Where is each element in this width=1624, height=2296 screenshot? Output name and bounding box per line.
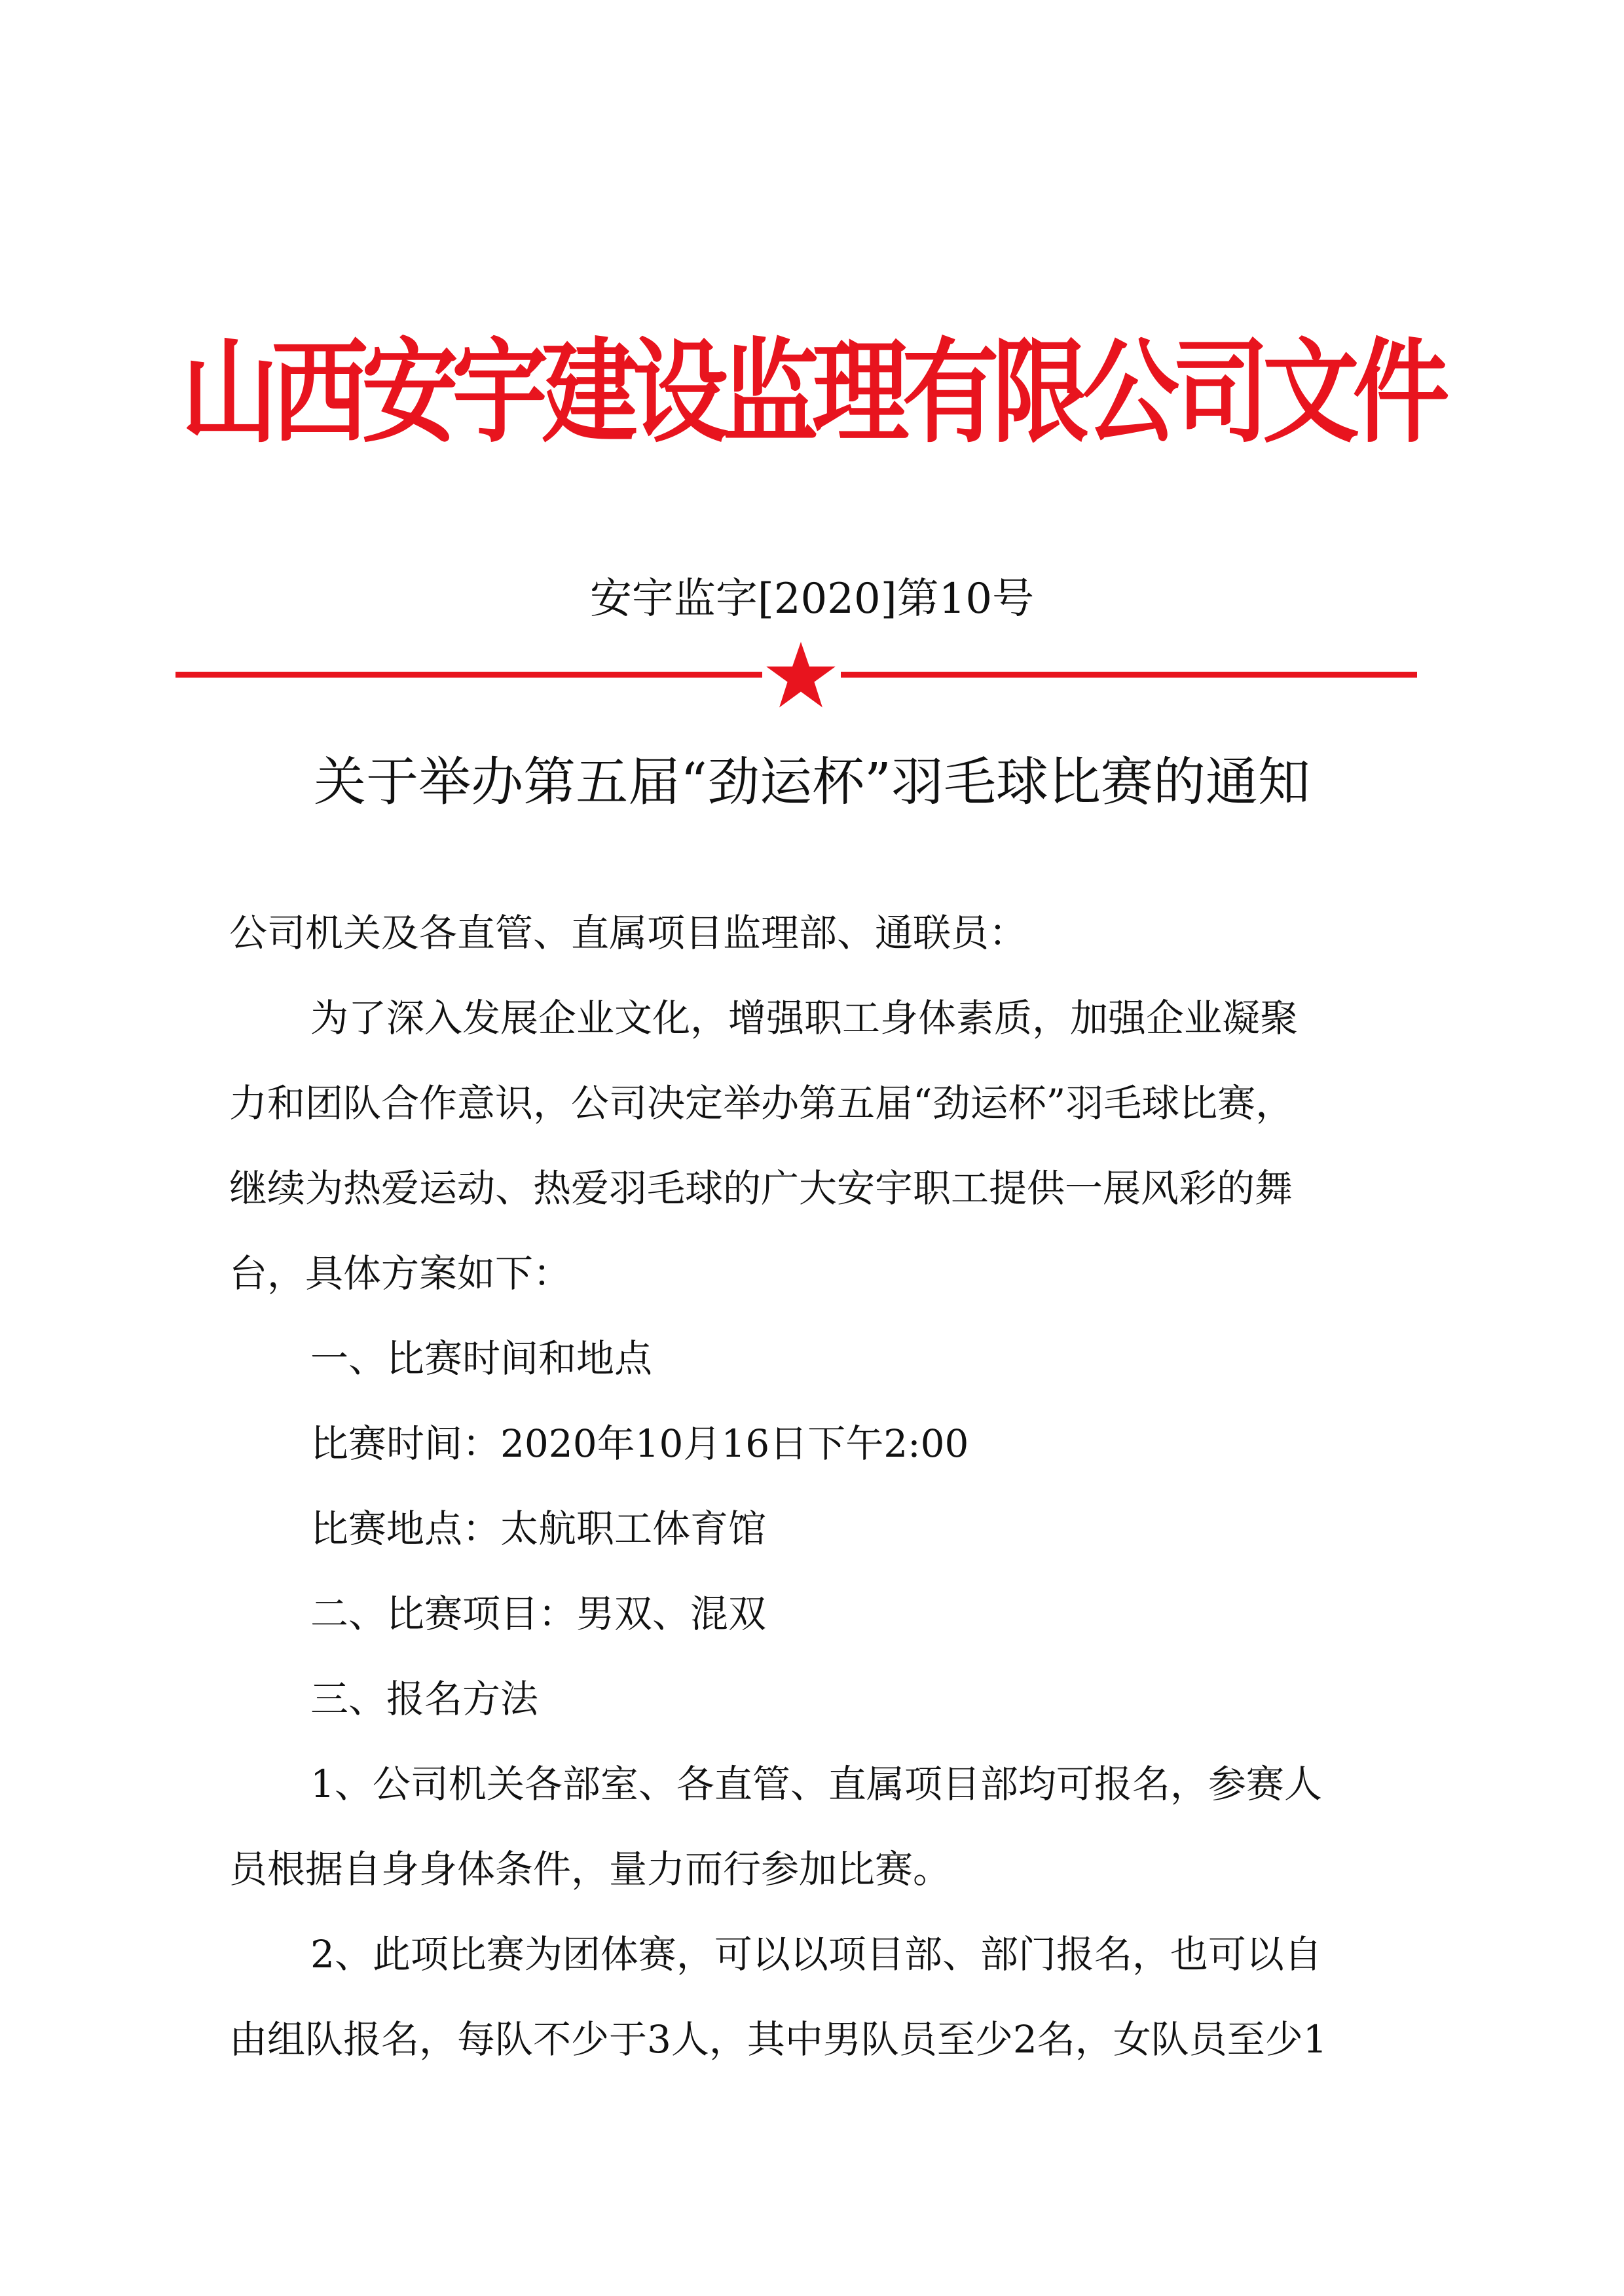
body-line: 2、此项比赛为团体赛，可以以项目部、部门报名，也可以自 bbox=[310, 1932, 1322, 1977]
body-line: 员根据自身身体条件，量力而行参加比赛。 bbox=[229, 1847, 951, 1891]
company-document-title: 山西安宇建设监理有限公司文件 bbox=[181, 327, 1443, 458]
section-heading: 三、报名方法 bbox=[310, 1677, 539, 1721]
body-line: 公司机关及各直管、直属项目监理部、通联员： bbox=[229, 911, 1027, 955]
notice-body bbox=[229, 890, 1421, 2082]
body-line: 为了深入发展企业文化，增强职工身体素质，加强企业凝聚 bbox=[310, 996, 1299, 1040]
star-shape bbox=[766, 642, 836, 707]
body-line: 比赛地点：太航职工体育馆 bbox=[310, 1506, 767, 1551]
header-rule-left bbox=[175, 672, 762, 678]
body-line: 由组队报名，每队不少于3人，其中男队员至少2名，女队员至少1 bbox=[229, 2017, 1327, 2062]
header-rule-right bbox=[841, 672, 1417, 678]
section-heading: 二、比赛项目：男双、混双 bbox=[310, 1592, 767, 1636]
body-line: 1、公司机关各部室、各直管、直属项目部均可报名，参赛人 bbox=[310, 1762, 1322, 1806]
document-header bbox=[0, 314, 1624, 471]
notice-title: 关于举办第五届“劲运杯”羽毛球比赛的通知 bbox=[314, 752, 1310, 812]
section-heading: 一、比赛时间和地点 bbox=[310, 1336, 653, 1381]
body-line: 台，具体方案如下： bbox=[229, 1251, 572, 1296]
body-line: 比赛时间：2020年10月16日下午2:00 bbox=[310, 1421, 969, 1466]
document-number: 安宇监字[2020]第10号 bbox=[589, 575, 1035, 623]
body-line: 继续为热爱运动、热爱羽毛球的广大安宇职工提供一展风彩的舞 bbox=[229, 1166, 1293, 1211]
star-icon bbox=[765, 640, 837, 710]
body-line: 力和团队合作意识，公司决定举办第五届“劲运杯”羽毛球比赛， bbox=[229, 1081, 1294, 1125]
